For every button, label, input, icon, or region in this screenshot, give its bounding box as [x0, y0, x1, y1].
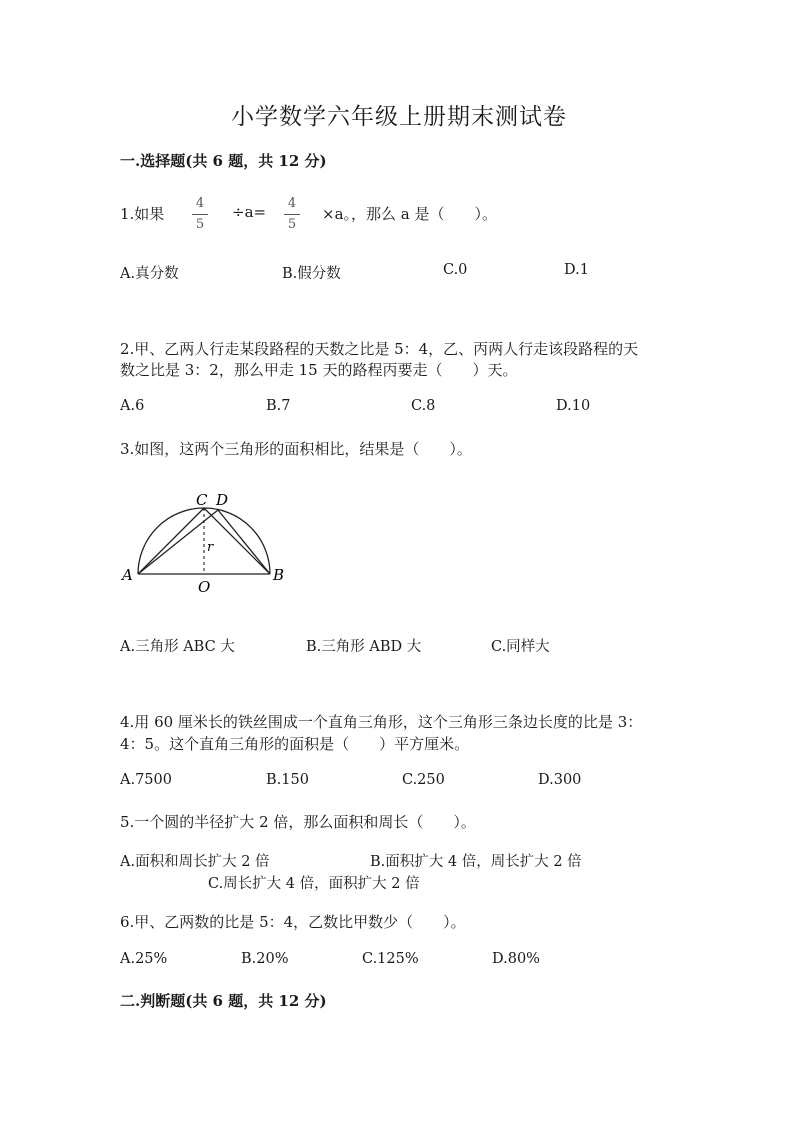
question-1-option-a[interactable]: A.真分数: [120, 266, 179, 282]
question-2-line-2: 数之比是 3：2，那么甲走 15 天的路程丙要走（ ）天。: [120, 361, 518, 379]
question-3-option-c[interactable]: C.同样大: [491, 639, 550, 655]
question-1-option-d[interactable]: D.1: [564, 262, 589, 278]
fraction-numerator: 4: [287, 196, 297, 211]
page-title: 小学数学六年级上册期末测试卷: [231, 104, 567, 130]
question-6-option-b[interactable]: B.20%: [241, 951, 289, 967]
question-4-line-1: 4.用 60 厘米长的铁丝围成一个直角三角形，这个三角形三条边长度的比是 3：: [120, 713, 643, 731]
question-5-option-b[interactable]: B.面积扩大 4 倍，周长扩大 2 倍: [370, 854, 582, 870]
segment-ad: [138, 510, 218, 574]
question-2-option-b[interactable]: B.7: [266, 398, 291, 414]
question-2-option-d[interactable]: D.10: [556, 398, 591, 414]
fraction-denominator: 5: [195, 217, 205, 232]
question-1-option-c[interactable]: C.0: [443, 262, 468, 278]
question-6-option-d[interactable]: D.80%: [492, 951, 540, 967]
fraction-denominator: 5: [287, 217, 297, 232]
label-c: C: [196, 491, 208, 509]
question-6-text: 6.甲、乙两数的比是 5：4，乙数比甲数少（ ）。: [120, 913, 466, 931]
question-4-option-b[interactable]: B.150: [266, 772, 309, 788]
section-heading-judgment: 二.判断题(共 6 题，共 12 分): [120, 992, 327, 1010]
question-5-option-a[interactable]: A.面积和周长扩大 2 倍: [120, 854, 270, 870]
question-4-line-2: 4：5。这个直角三角形的面积是（ ）平方厘米。: [120, 735, 470, 753]
question-1-mid: ÷a=: [232, 203, 267, 221]
question-5-option-c[interactable]: C.周长扩大 4 倍，面积扩大 2 倍: [208, 876, 420, 892]
segment-cb: [204, 508, 270, 574]
label-a: A: [122, 566, 133, 584]
question-1-option-b[interactable]: B.假分数: [282, 266, 341, 282]
question-3-option-a[interactable]: A.三角形 ABC 大: [120, 639, 235, 655]
question-1-prefix: 1.如果: [120, 205, 165, 223]
fraction-numerator: 4: [195, 196, 205, 211]
question-4-option-a[interactable]: A.7500: [120, 772, 172, 788]
question-2-line-1: 2.甲、乙两人行走某段路程的天数之比是 5：4，乙、丙两人行走该段路程的天: [120, 340, 639, 358]
segment-ac: [138, 508, 204, 574]
question-4-option-d[interactable]: D.300: [538, 772, 582, 788]
question-1-fraction-2: [284, 196, 300, 233]
label-d: D: [216, 491, 229, 509]
label-b: B: [273, 566, 285, 584]
question-5-text: 5.一个圆的半径扩大 2 倍，那么面积和周长（ ）。: [120, 813, 476, 831]
question-2-option-a[interactable]: A.6: [120, 398, 145, 414]
question-4-option-c[interactable]: C.250: [402, 772, 445, 788]
question-3-option-b[interactable]: B.三角形 ABD 大: [306, 639, 422, 655]
question-2-option-c[interactable]: C.8: [411, 398, 436, 414]
question-1-suffix: ×a。，那么 a 是（ ）。: [322, 205, 497, 223]
question-6-option-c[interactable]: C.125%: [362, 951, 419, 967]
semicircle-triangles-figure: [118, 488, 298, 598]
section-heading-choice: 一.选择题(共 6 题，共 12 分): [120, 152, 327, 170]
question-3-text: 3.如图，这两个三角形的面积相比，结果是（ ）。: [120, 440, 472, 458]
question-1-fraction-1: [192, 196, 208, 233]
question-6-option-a[interactable]: A.25%: [120, 951, 168, 967]
label-r: r: [207, 540, 214, 555]
label-o: O: [198, 578, 211, 596]
